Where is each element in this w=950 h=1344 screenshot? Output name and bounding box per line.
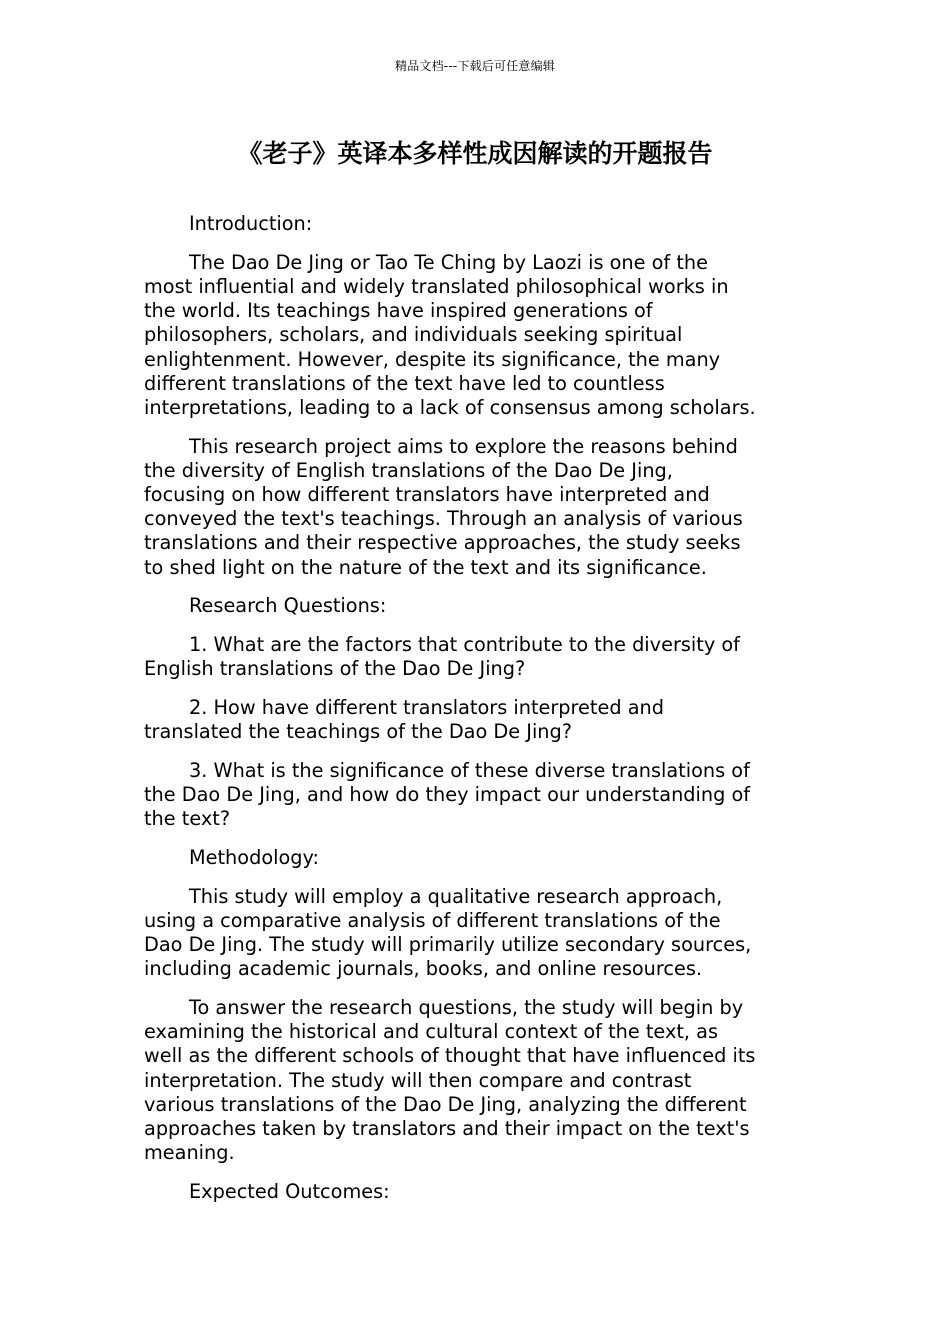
paragraph-methodology-steps: To answer the research questions, the study will begin by examining the historical and cultural context of the text, as well as the different schools of thought that have influenced its interpretation. The study will then compare and contrast various translations of the Dao De Jing, analyzing the different approaches taken by translators and their impact on the text's meaning. [144,995,756,1165]
research-question-2: 2. How have different translators interpreted and translated the teachings of the Dao De Jing? [144,695,664,744]
document-title: 《老子》英译本多样性成因解读的开题报告 [237,139,713,168]
section-heading-methodology: Methodology: [189,845,320,869]
section-heading-introduction: Introduction: [189,212,313,235]
research-question-3: 3. What is the significance of these diverse translations of the Dao De Jing, and how do they impact our understanding of the text? [144,758,751,831]
document-body [144,212,809,1219]
paragraph-methodology-approach: This study will employ a qualitative research approach, using a comparative analysis of different translations of the Dao De Jing. The study will primarily utilize secondary sources, including academic journals, books, and online resources. [144,884,752,981]
header-note: 精品文档---下载后可任意编辑 [395,59,555,73]
section-heading-expected-outcomes: Expected Outcomes: [189,1179,390,1203]
research-question-1: 1. What are the factors that contribute to the diversity of English translations of the Dao De Jing? [144,633,740,681]
paragraph-research-aim: This research project aims to explore the reasons behind the diversity of English translations of the Dao De Jing, focusing on how different translators have interpreted and conveyed the text's teachings. Through an analysis of various translations and their respective approaches, the study seeks to shed light on the nature of the text and its significance. [144,434,743,579]
section-heading-research-questions: Research Questions: [189,594,387,618]
paragraph-introduction: The Dao De Jing or Tao Te Ching by Laozi is one of the most influential and widely translated philosophical works in the world. Its teachings have inspired generations of philosophers, scholars, and individuals seeking spiritual enlightenment. However, despite its significance, the many different translations of the text have led to countless interpretations, leading to a lack of consensus among scholars. [144,250,756,419]
